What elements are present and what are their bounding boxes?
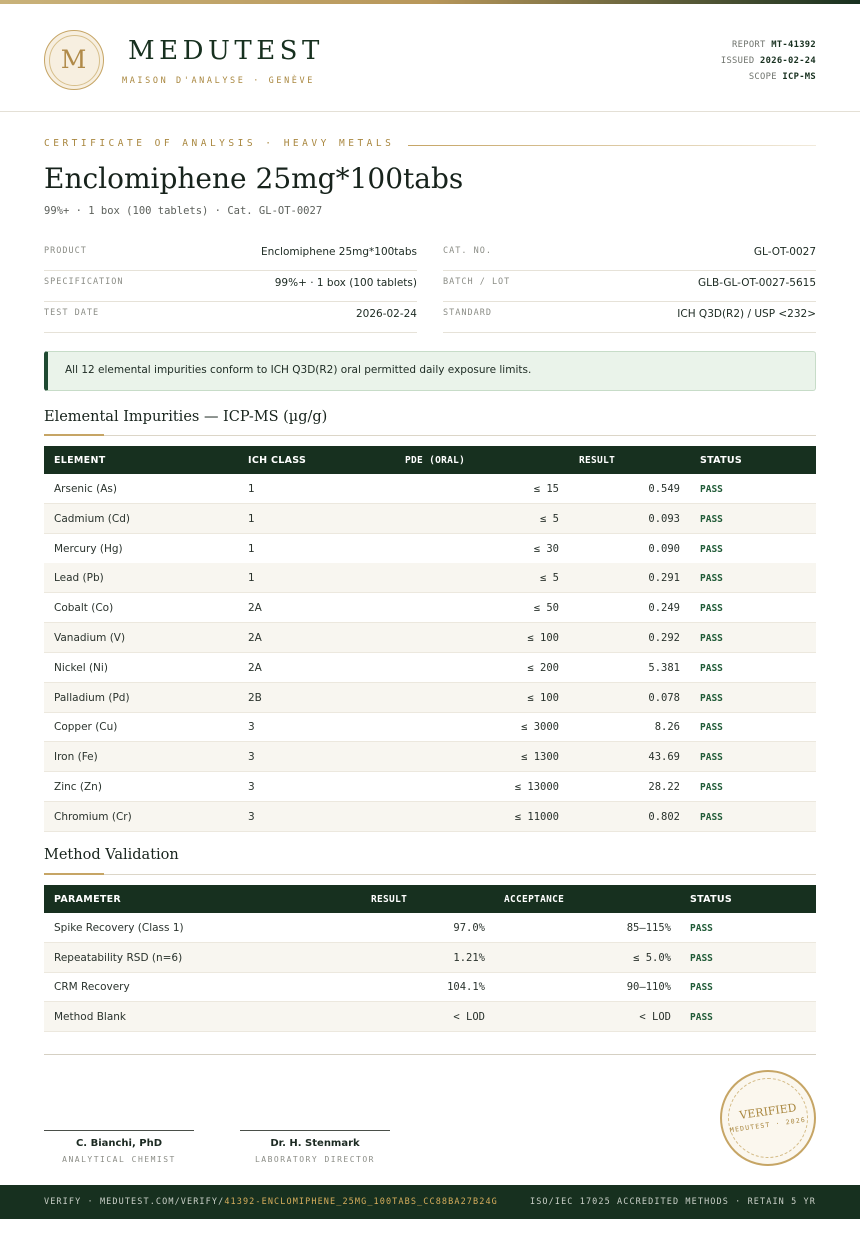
ich-class: 3 [248,781,255,793]
col-result: RESULT [371,894,408,905]
table-row [44,563,816,593]
acceptance-range: ≤ 5.0% [633,951,671,964]
element-name: Arsenic (As) [54,483,117,495]
parameter-name: Repeatability RSD (n=6) [54,951,183,964]
pde-limit: ≤ 13000 [514,781,559,793]
pde-limit: ≤ 15 [533,483,559,495]
pde-limit: ≤ 50 [533,602,559,615]
info-batch-lot [443,271,816,302]
ich-class: 2A [248,602,262,615]
status-badge: PASS [700,603,723,615]
info-value: 2026-02-24 [355,308,417,320]
ich-class: 2B [248,691,262,704]
impurities-section-title: Elemental Impurities — ICP-MS (µg/g) [44,409,328,425]
element-name: Iron (Fe) [54,751,98,764]
brand-tagline: MAISON D'ANALYSE · GENÈVE [122,76,315,86]
element-name: Zinc (Zn) [54,781,102,793]
table-row [44,972,816,1002]
table-row [44,593,816,623]
parameter-name: CRM Recovery [54,981,130,994]
status-badge: PASS [690,923,713,934]
brand-logo-letter: M [60,45,87,74]
element-name: Mercury (Hg) [54,542,123,555]
signature-divider [44,1054,816,1055]
col-acceptance: ACCEPTANCE [504,894,565,905]
parameter-name: Spike Recovery (Class 1) [54,922,184,934]
pde-limit: ≤ 11000 [514,810,559,823]
table-row [44,712,816,742]
info-label: STANDARD [443,308,492,318]
ich-class: 3 [248,721,255,734]
acceptance-range: 85–115% [626,922,671,934]
info-label: TEST DATE [44,308,100,318]
ich-class: 2A [248,632,262,644]
status-badge: PASS [690,1012,713,1024]
result-value: 0.292 [648,632,680,644]
table-row [44,742,816,772]
ich-class: 3 [248,810,255,823]
result-value: 0.078 [648,691,680,704]
status-badge: PASS [700,662,723,674]
result-value: 1.21% [453,951,485,964]
issued-date: ISSUED 2026-02-24 [720,56,816,66]
status-badge: PASS [700,752,723,764]
document-subtitle: 99%+ · 1 box (100 tablets) · Cat. GL-OT-0027 [44,205,323,217]
brand-name: MEDUTEST [128,36,324,66]
pde-limit: ≤ 5 [540,512,559,525]
element-name: Palladium (Pd) [54,691,130,704]
col-result: RESULT [579,455,616,466]
seal-sub-text: MEDUTEST · 2026 [729,1115,807,1135]
info-value: GLB-GL-OT-0027-5615 [698,277,816,289]
element-name: Nickel (Ni) [54,661,108,674]
table-row [44,772,816,802]
section-accent [44,873,104,875]
report-meta [721,37,816,85]
result-value: 0.249 [648,602,680,615]
signatory-name: C. Bianchi, PhD [75,1138,163,1149]
kicker-divider [408,145,816,146]
footer [0,1185,860,1219]
result-value: 5.381 [648,661,680,674]
status-badge: PASS [700,811,723,823]
result-value: 97.0% [453,922,485,934]
col-pde: PDE (ORAL) [405,455,466,466]
col-element: ELEMENT [54,455,106,466]
table-row [44,623,816,653]
pde-limit: ≤ 30 [533,542,559,555]
validation-section-title: Method Validation [44,847,179,863]
element-name: Copper (Cu) [54,721,118,734]
result-value: 104.1% [447,981,485,994]
info-label: CAT. NO. [443,246,492,256]
conformance-notice [44,351,816,391]
pde-limit: ≤ 100 [527,691,559,704]
table-row [44,534,816,564]
status-badge: PASS [700,633,723,644]
result-value: 43.69 [648,751,680,764]
status-badge: PASS [700,484,723,495]
element-name: Vanadium (V) [54,632,126,644]
element-name: Cadmium (Cd) [54,512,130,525]
col-parameter: PARAMETER [54,894,122,905]
result-value: 0.549 [648,483,680,495]
info-label: SPECIFICATION [44,277,124,287]
table-row [44,504,816,534]
document-kicker: CERTIFICATE OF ANALYSIS · HEAVY METALS [44,138,395,149]
info-label: PRODUCT [44,246,87,256]
pde-limit: ≤ 200 [527,661,559,674]
result-value: 0.802 [648,810,680,823]
info-value: GL-OT-0027 [753,246,816,258]
col-status: STATUS [700,455,743,466]
seal-main-text: VERIFIED [738,1101,798,1122]
result-value: 0.291 [648,572,680,585]
status-badge: PASS [700,782,723,793]
table-row [44,653,816,683]
info-label: BATCH / LOT [443,277,511,287]
table-row [44,913,816,943]
result-value: 28.22 [648,781,680,793]
scope: SCOPE ICP-MS [748,72,816,82]
result-value: 8.26 [654,721,680,734]
status-badge: PASS [690,952,713,964]
acceptance-range: 90–110% [626,981,671,994]
footer-accreditation: ISO/IEC 17025 ACCREDITED METHODS · RETAIN 5 YR [529,1197,816,1207]
signature-chemist [44,1130,194,1164]
status-badge: PASS [700,722,723,734]
ich-class: 1 [248,542,255,555]
ich-class: 1 [248,483,255,495]
brand-logo [44,30,104,90]
ich-class: 2A [248,661,262,674]
document-title: Enclomiphene 25mg*100tabs [44,162,464,195]
status-badge: PASS [700,573,723,585]
status-badge: PASS [700,513,723,525]
info-value: ICH Q3D(R2) / USP <232> [677,308,816,320]
table-row [44,943,816,973]
signatory-role: ANALYTICAL CHEMIST [62,1155,176,1164]
element-name: Chromium (Cr) [54,810,132,823]
parameter-name: Method Blank [54,1011,127,1024]
status-badge: PASS [690,982,713,994]
verify-link[interactable]: VERIFY · MEDUTEST.COM/VERIFY/41392-ENCLOMIPHENE_25MG_100TABS_CC88BA27B24G [44,1197,498,1207]
info-standard [443,302,816,333]
section-divider [44,435,816,436]
element-name: Cobalt (Co) [54,602,114,615]
ich-class: 1 [248,572,255,585]
validation-table-header [44,885,816,913]
pde-limit: ≤ 3000 [521,721,559,734]
section-divider [44,874,816,875]
table-row [44,802,816,832]
pde-limit: ≤ 1300 [521,751,559,764]
verify-code: 41392-ENCLOMIPHENE_25MG_100TABS_CC88BA27B24G [224,1197,498,1207]
conformance-text: All 12 elemental impurities conform to ICH Q3D(R2) oral permitted daily exposure limits. [65,364,532,376]
col-ich-class: ICH CLASS [248,455,307,466]
table-row [44,1002,816,1032]
section-accent [44,434,104,436]
info-value: 99%+ · 1 box (100 tablets) [274,277,417,289]
info-value: Enclomiphene 25mg*100tabs [260,246,417,258]
status-badge: PASS [700,692,723,704]
header [0,4,860,112]
info-cat-no [443,240,816,271]
table-row [44,474,816,504]
result-value: < LOD [453,1011,485,1024]
acceptance-range: < LOD [639,1011,671,1024]
ich-class: 3 [248,751,255,764]
table-row [44,683,816,713]
report-number: REPORT MT-41392 [732,40,816,50]
element-name: Lead (Pb) [54,572,104,585]
pde-limit: ≤ 5 [540,572,559,585]
signature-director [240,1130,390,1164]
info-product [44,240,417,271]
result-value: 0.093 [648,512,680,525]
status-badge: PASS [700,543,723,555]
signatory-name: Dr. H. Stenmark [270,1138,360,1149]
verified-seal [720,1070,816,1166]
info-test-date [44,302,417,333]
impurities-table-header [44,446,816,474]
signatory-role: LABORATORY DIRECTOR [254,1155,375,1164]
ich-class: 1 [248,512,255,525]
pde-limit: ≤ 100 [527,632,559,644]
info-specification [44,271,417,302]
col-status: STATUS [690,894,733,905]
result-value: 0.090 [648,542,680,555]
